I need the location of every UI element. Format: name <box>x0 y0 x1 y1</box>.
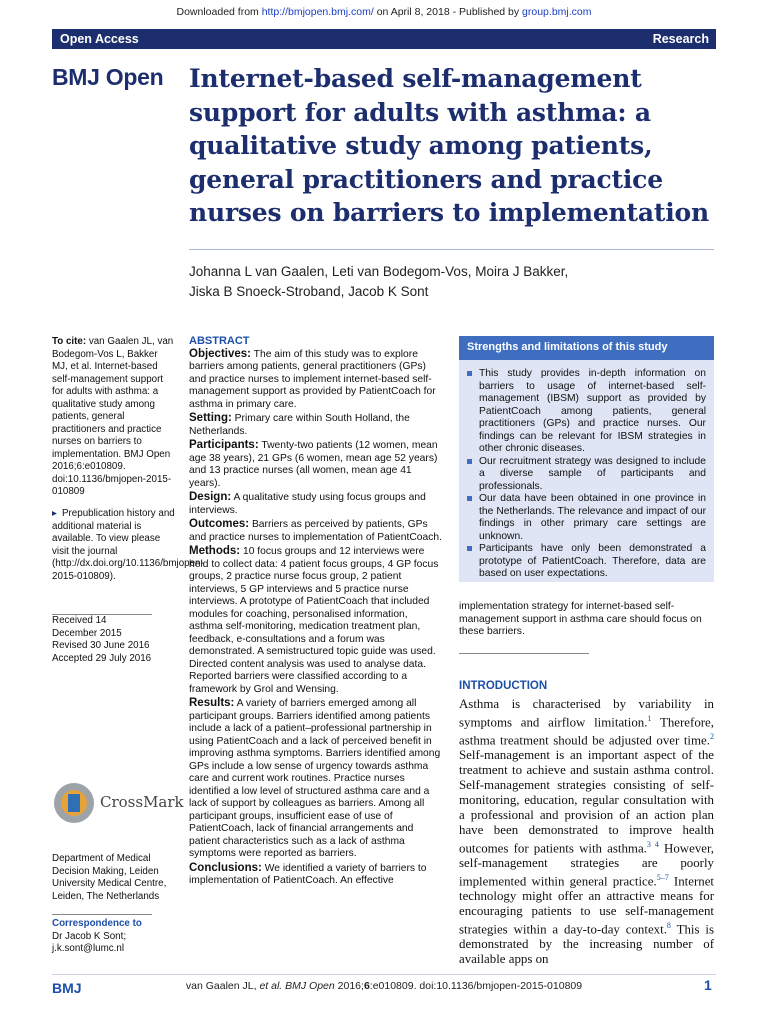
abstract-design <box>189 491 442 517</box>
strength-text: Participants have only been demonstrated a prototype of PatientCoach. Therefore, data are based on user expectations. <box>479 543 706 579</box>
correspondence-email[interactable]: j.k.sont@lumc.nl <box>52 943 125 954</box>
citation-block <box>52 336 176 499</box>
strength-text: Our data have been obtained in one province in the Netherlands. The relevance and impact of our findings in other primary care settings are unknown. <box>479 493 706 542</box>
list-item <box>467 368 706 456</box>
article-type-label: Research <box>652 32 709 46</box>
download-notice <box>0 6 768 18</box>
results-text: A variety of barriers emerged among all participant groups. Barriers identified among patients include a lack of a patient–professional partnership in using PatientCoach and a lack of perceived benefit in improving asthma symptoms. Barriers identified among GPs include a low sense of urgency towards asthma care and current work routines. Practice nurses identified a low level of structured asthma care and a lack of support by colleagues as barriers. Among all participant groups, insufficient ease of use of PatientCoach, lack of financial arrangements and patient characteristics such as a lack of asthma symptoms were reported as barriers. <box>189 698 441 859</box>
square-bullet-icon <box>467 546 472 551</box>
square-bullet-icon <box>467 459 472 464</box>
reference-link[interactable]: 1 <box>647 713 652 723</box>
outcomes-text: Barriers as perceived by patients, GPs and practice nurses to implementation of PatientCoach. <box>189 519 442 543</box>
strength-text: This study provides in-depth information on barriers to usage of internet-based self-management (IBSM) support as provided by PatientCoach among patients, general practitioners (GPs) and practice nurses. Our findings can be relevant for IBSM strategies in other chronic diseases. <box>479 368 706 454</box>
footer-citation <box>0 980 768 992</box>
list-item <box>467 456 706 494</box>
footer-cite-authors: van Gaalen JL, <box>185 980 260 992</box>
received-date: Received 14 December 2015 <box>52 615 122 639</box>
introduction-heading: INTRODUCTION <box>459 680 548 692</box>
title-divider <box>189 249 714 250</box>
footer-cite-volume: 6 <box>363 980 370 992</box>
abstract-setting <box>189 412 442 438</box>
abstract <box>189 335 442 889</box>
abstract-objectives <box>189 348 442 412</box>
strengths-limitations-box <box>459 336 714 582</box>
journal-url-link[interactable]: http://bmjopen.bmj.com/ <box>261 6 374 18</box>
objectives-text: The aim of this study was to explore barriers among patients, general practitioners (GPs) and practice nurses to implement internet-based self-management support as provided by PatientCoach for asthma in primary care. <box>189 348 436 410</box>
intro-segment: Self-management is an important aspect of the treatment to achieve and sustain asthma control. Self-management strategies consisting of self-monitoring, education, regular consultation with a professional and provision of an action plan have been demonstrated to improve health outcomes for patients with asthma. <box>459 748 714 856</box>
introduction-text <box>459 697 714 967</box>
setting-label: Setting: <box>189 412 232 424</box>
download-middle: on April 8, 2018 - Published by <box>373 6 523 18</box>
list-item <box>467 543 706 581</box>
reference-link[interactable]: 3 4 <box>646 839 659 849</box>
author-list <box>189 262 709 302</box>
reference-link[interactable]: 5–7 <box>656 872 669 882</box>
correspondence-heading: Correspondence to <box>52 918 142 929</box>
strengths-list <box>459 360 714 581</box>
methods-text: 10 focus groups and 12 interviews were held to collect data: 4 patient focus groups, 4 GP focus groups, 2 practice nurse focus group, 2 patient interviews, 5 GP interviews and 5 practice nurse interviews. A prototype of PatientCoach that included modules for coaching, personalised information, asthma self-monitoring, medication treatment plan, feedback, e-consultations and a forum was demonstrated. A semistructured topic guide was used. Directed content analysis was used to analyse data. Reported barriers were classified according to a framework by Grol and Wensing. <box>189 546 439 695</box>
abstract-continued: implementation strategy for internet-based self-management support in asthma care should focus on these barriers. <box>459 601 702 637</box>
cite-label: To cite: <box>52 336 87 347</box>
abstract-outcomes <box>189 518 442 544</box>
strengths-heading: Strengths and limitations of this study <box>459 336 714 360</box>
open-access-label: Open Access <box>60 32 139 46</box>
list-item <box>467 493 706 543</box>
intro-segment: Internet technology might offer an attractive means for encouraging patients to use self-management strategies within a day-to-day context. <box>459 874 714 937</box>
design-label: Design: <box>189 491 232 503</box>
section-bar <box>52 29 716 49</box>
footer-cite-year: 2016; <box>334 980 364 992</box>
author-line-1: Johanna L van Gaalen, Leti van Bodegom-Vos, Moira J Bakker, <box>189 264 569 279</box>
outcomes-label: Outcomes: <box>189 518 250 530</box>
correspondence-name: Dr Jacob K Sont; <box>52 930 127 942</box>
conclusions-label: Conclusions: <box>189 861 262 874</box>
intro-segment: However, self-management strategies are poorly implemented within general practice. <box>459 841 715 889</box>
reference-link[interactable]: 8 <box>666 920 671 930</box>
page-number: 1 <box>704 977 712 993</box>
prepub-text: Prepublication history and additional material is available. To view please visit the journal (http://dx.doi.org/10.1136/bmjopen-2015-010809). <box>52 508 204 582</box>
setting-text: Primary care within South Holland, the Netherlands. <box>189 413 410 437</box>
crossmark-button[interactable] <box>54 783 184 823</box>
affiliation: Department of Medical Decision Making, Leiden University Medical Centre, Leiden, The Netherlands <box>52 853 167 902</box>
methods-label: Methods: <box>189 545 241 557</box>
footer-cite-journal: et al. BMJ Open <box>259 980 335 992</box>
crossmark-label: CrossMark <box>100 793 184 811</box>
prepublication-note <box>52 508 204 583</box>
accepted-date: Accepted 29 July 2016 <box>52 652 152 664</box>
article-title: Internet-based self-management support for adults with asthma: a qualitative study among patients, general practitioners and practice nurses on barriers to implementation <box>189 64 709 227</box>
correspondence-block <box>52 918 176 956</box>
conclusions-text: We identified a variety of barriers to implementation of PatientCoach. An effective <box>189 862 427 886</box>
intro-segment: Asthma is characterised by variability in symptoms and airflow limitation. <box>459 697 714 730</box>
footer-cite-doi: :e010809. doi:10.1136/bmjopen-2015-010809 <box>369 980 583 992</box>
history-dates <box>52 614 152 665</box>
abstract-participants <box>189 439 442 490</box>
square-bullet-icon <box>467 371 472 376</box>
download-prefix: Downloaded from <box>176 6 262 18</box>
journal-logo: BMJ Open <box>52 64 164 90</box>
participants-label: Participants: <box>189 439 259 451</box>
footer-logo: BMJ <box>52 980 82 996</box>
strength-text: Our recruitment strategy was designed to include a diverse sample of participants and professionals. <box>479 455 706 492</box>
square-bullet-icon <box>467 496 472 501</box>
cite-text: van Gaalen JL, van Bodegom-Vos L, Bakker MJ, et al. Internet-based self-management support for adults with asthma: a qualitative study among patients, general practitioners and practice nurses on barriers to implementation. BMJ Open 2016;6:e010809. doi:10.1136/bmjopen-2015-010809 <box>52 336 174 497</box>
abstract-heading: ABSTRACT <box>189 335 250 347</box>
author-line-2: Jiska B Snoeck-Stroband, Jacob K Sont <box>189 284 429 299</box>
abstract-results <box>189 697 442 861</box>
footer-divider <box>52 974 716 975</box>
abstract-conclusions <box>189 862 442 888</box>
intro-segment: Therefore, asthma treatment should be adjusted over time. <box>459 715 714 748</box>
abstract-methods <box>189 545 442 696</box>
publisher-link[interactable]: group.bmj.com <box>522 6 592 18</box>
triangle-arrow-icon: ▸ <box>52 508 57 519</box>
participants-text: Twenty-two patients (12 women, mean age 38 years), 21 GPs (6 women, mean age 52 years) and 13 practice nurses (all women, mean age 41 years). <box>189 440 438 489</box>
revised-date: Revised 30 June 2016 <box>52 640 150 651</box>
correspondence-divider <box>52 914 152 915</box>
results-label: Results: <box>189 697 235 709</box>
abstract-end-divider <box>459 653 589 654</box>
objectives-label: Objectives: <box>189 347 251 360</box>
design-text: A qualitative study using focus groups and interviews. <box>189 492 426 516</box>
crossmark-bookmark-shape <box>68 794 80 812</box>
intro-segment: This is demonstrated by the increasing number of available apps on <box>459 922 714 966</box>
reference-link[interactable]: 2 <box>710 732 714 742</box>
